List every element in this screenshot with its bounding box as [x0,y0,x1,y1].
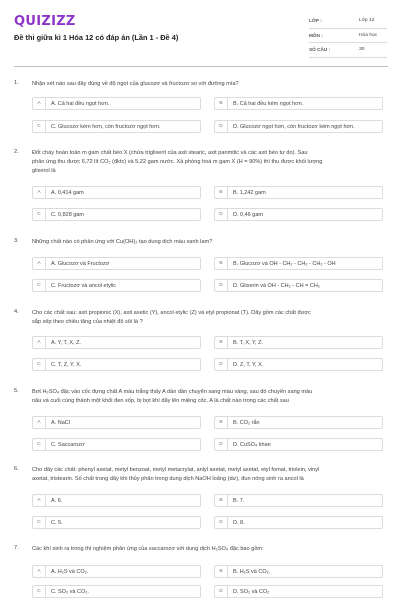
option-c[interactable] [32,516,201,529]
meta-label: MÔN : [309,32,323,38]
meta-label: LỚP : [309,18,322,24]
option-text: B. Glucozơ và OH - CH₂ - CH₂ - CH₂ - OH [233,260,336,267]
option-letter: B [215,417,228,428]
option-letter: D [215,209,228,220]
meta-value: Hóa học [359,32,378,38]
option-letter: D [215,517,228,528]
option-letter: C [33,586,46,597]
option-a[interactable] [32,416,201,429]
option-letter: D [215,439,228,450]
option-d[interactable] [214,120,383,133]
option-b[interactable] [214,416,383,429]
option-text: D. Glixerin và OH - CH₂ - CH = CH₂ [233,282,320,289]
option-d[interactable] [214,438,383,451]
question-text [32,238,392,247]
option-letter: B [215,98,228,109]
option-letter: B [215,495,228,506]
option-text: B. H₂S và CO₂. [233,568,271,575]
option-b[interactable] [214,97,383,110]
header-divider [14,66,388,67]
question-line: Cho các chất sau: axit propionic (X), axit axetic (Y), ancol etylic (Z) và etyl propionat (T). Dãy gồm các chất được [32,310,311,316]
option-letter: C [33,359,46,370]
question-line: glixerol là [32,168,56,174]
option-text: A. Y, T, X, Z. [51,339,81,346]
option-a[interactable] [32,494,201,507]
option-letter: A [33,258,46,269]
meta-value: 30 [359,47,365,53]
option-text: A. Cả hai đều ngọt hơn. [51,100,110,107]
option-text: C. Saccarozơ [51,441,85,448]
option-letter: C [33,121,46,132]
option-c[interactable] [32,208,201,221]
option-text: A. 6. [51,497,63,504]
question-text [32,80,392,89]
option-a[interactable] [32,336,201,349]
question-line: Các khí sinh ra trong thí nghiệm phản ứng của saccarozơ với dung dịch H₂SO₄ đặc bao gồm: [32,546,264,552]
meta-row-subject [309,29,387,44]
option-a[interactable] [32,186,201,199]
option-b[interactable] [214,494,383,507]
question-number: 4. [14,309,19,315]
option-text: B. 1,242 gam [233,189,266,196]
option-letter: C [33,209,46,220]
quizizz-logo: QUIZIZZ [14,14,76,29]
meta-value: Lớp 12 [359,18,375,24]
option-letter: B [215,566,228,577]
option-letter: A [33,337,46,348]
option-letter: C [33,280,46,291]
option-letter: D [215,359,228,370]
question-text [32,388,392,406]
question-number: 6. [14,466,19,472]
option-text: A. 0,414 gam [51,189,84,196]
option-letter: B [215,187,228,198]
option-c[interactable] [32,438,201,451]
option-b[interactable] [214,336,383,349]
document-header [0,0,400,70]
option-b[interactable] [214,186,383,199]
option-d[interactable] [214,585,383,598]
question-text [32,149,392,176]
meta-table [309,14,387,58]
option-letter: A [33,98,46,109]
option-text: C. Glucozơ kém hơn, còn fructozơ ngọt hơn. [51,123,161,130]
question-line: Cho dãy các chất: phenyl axetat, metyl benzoat, metyl metacrylat, anlyl axetat, metyl axetat, etyl fomat, triolein, vinyl [32,467,320,473]
question-line: nâu và cuối cùng thành một khối đen xốp, bị bọt khí đẩy lên miệng cốc. A là chất nào trong các chất sau [32,398,289,404]
option-text: A. NaCl [51,419,70,426]
meta-row-count [309,43,387,58]
question-text [32,545,392,554]
question-line: Nhận xét nào sau đây đúng về độ ngọt của glucozơ và fructozơ so với đường mía? [32,81,239,87]
option-c[interactable] [32,279,201,292]
question-number: 7. [14,545,19,551]
option-letter: A [33,417,46,428]
option-text: D. Glucozơ ngọt hơn, còn fructozơ kém ngọt hơn. [233,123,355,130]
option-letter: D [215,586,228,597]
option-text: C. SO₂ và CO₂. [51,588,89,595]
option-text: D. Z, T, Y, X. [233,361,264,368]
option-text: C. Fructozơ và ancol etylic [51,282,117,289]
option-letter: D [215,280,228,291]
option-letter: D [215,121,228,132]
option-letter: A [33,495,46,506]
question-number: 5. [14,388,19,394]
option-b[interactable] [214,565,383,578]
option-letter: A [33,187,46,198]
question-line: phản ứng thu được 6,72 lít CO₂ (đktc) và 5,22 gam nước. Xà phòng hoá m gam X (H = 90%) thì thu được khối lượng [32,159,323,165]
option-c[interactable] [32,120,201,133]
option-text: C. 5. [51,519,63,526]
option-d[interactable] [214,279,383,292]
option-text: D. 0,46 gam [233,211,263,218]
option-letter: B [215,337,228,348]
option-letter: A [33,566,46,577]
meta-row-class [309,14,387,29]
option-text: D. SO₂ và CO₂ [233,588,270,595]
option-b[interactable] [214,257,383,270]
document-title: Đề thi giữa kì 1 Hóa 12 có đáp án (Lần 1 - Đề 4) [14,33,179,42]
option-a[interactable] [32,97,201,110]
question-line: Những chất nào có phản ứng với Cu(OH)₂ tạo dung dịch màu xanh lam? [32,239,213,245]
option-text: B. T, X, Y, Z. [233,339,263,346]
option-text: B. Cả hai đều kém ngọt hơn. [233,100,304,107]
option-text: D. CuSO₄ khan [233,441,271,448]
option-text: B. 7. [233,497,245,504]
question-text [32,466,392,484]
question-number: 2. [14,149,19,155]
option-letter: B [215,258,228,269]
question-line: Bơt H₂SO₄ đặc vào cốc đựng chất A màu trắng thấy A dần dần chuyển sang màu vàng, sau đó chuyển sang màu [32,389,313,395]
question-line: Đốt cháy hoàn toàn m gam chất béo X (chứa triglixerit của axit stearic, axit panmitic và các axit béo tự do). Sau [32,150,308,156]
option-a[interactable] [32,565,201,578]
option-d[interactable] [214,516,383,529]
option-c[interactable] [32,358,201,371]
question-line: sắp xếp theo chiều tăng của nhiệt độ sôi là ? [32,319,143,325]
option-text: D. 8. [233,519,245,526]
option-d[interactable] [214,208,383,221]
question-text [32,309,392,327]
option-c[interactable] [32,585,201,598]
question-line: axetat, tristearin. Số chất trong dãy khi thủy phân trong dung dịch NaOH loãng (dư), đun nóng sinh ra ancol là [32,476,304,482]
meta-label: SỐ CÂU : [309,47,331,53]
option-letter: C [33,439,46,450]
question-number: 3. [14,238,19,244]
option-d[interactable] [214,358,383,371]
option-text: C. T, Z, Y, X. [51,361,82,368]
option-text: A. Glucozơ và Fructozơ [51,260,110,267]
option-text: B. CO₂ rắn [233,419,260,426]
option-letter: C [33,517,46,528]
option-text: C. 0,828 gam [51,211,85,218]
option-text: A. H₂S và CO₂. [51,568,89,575]
question-number: 1. [14,80,19,86]
option-a[interactable] [32,257,201,270]
